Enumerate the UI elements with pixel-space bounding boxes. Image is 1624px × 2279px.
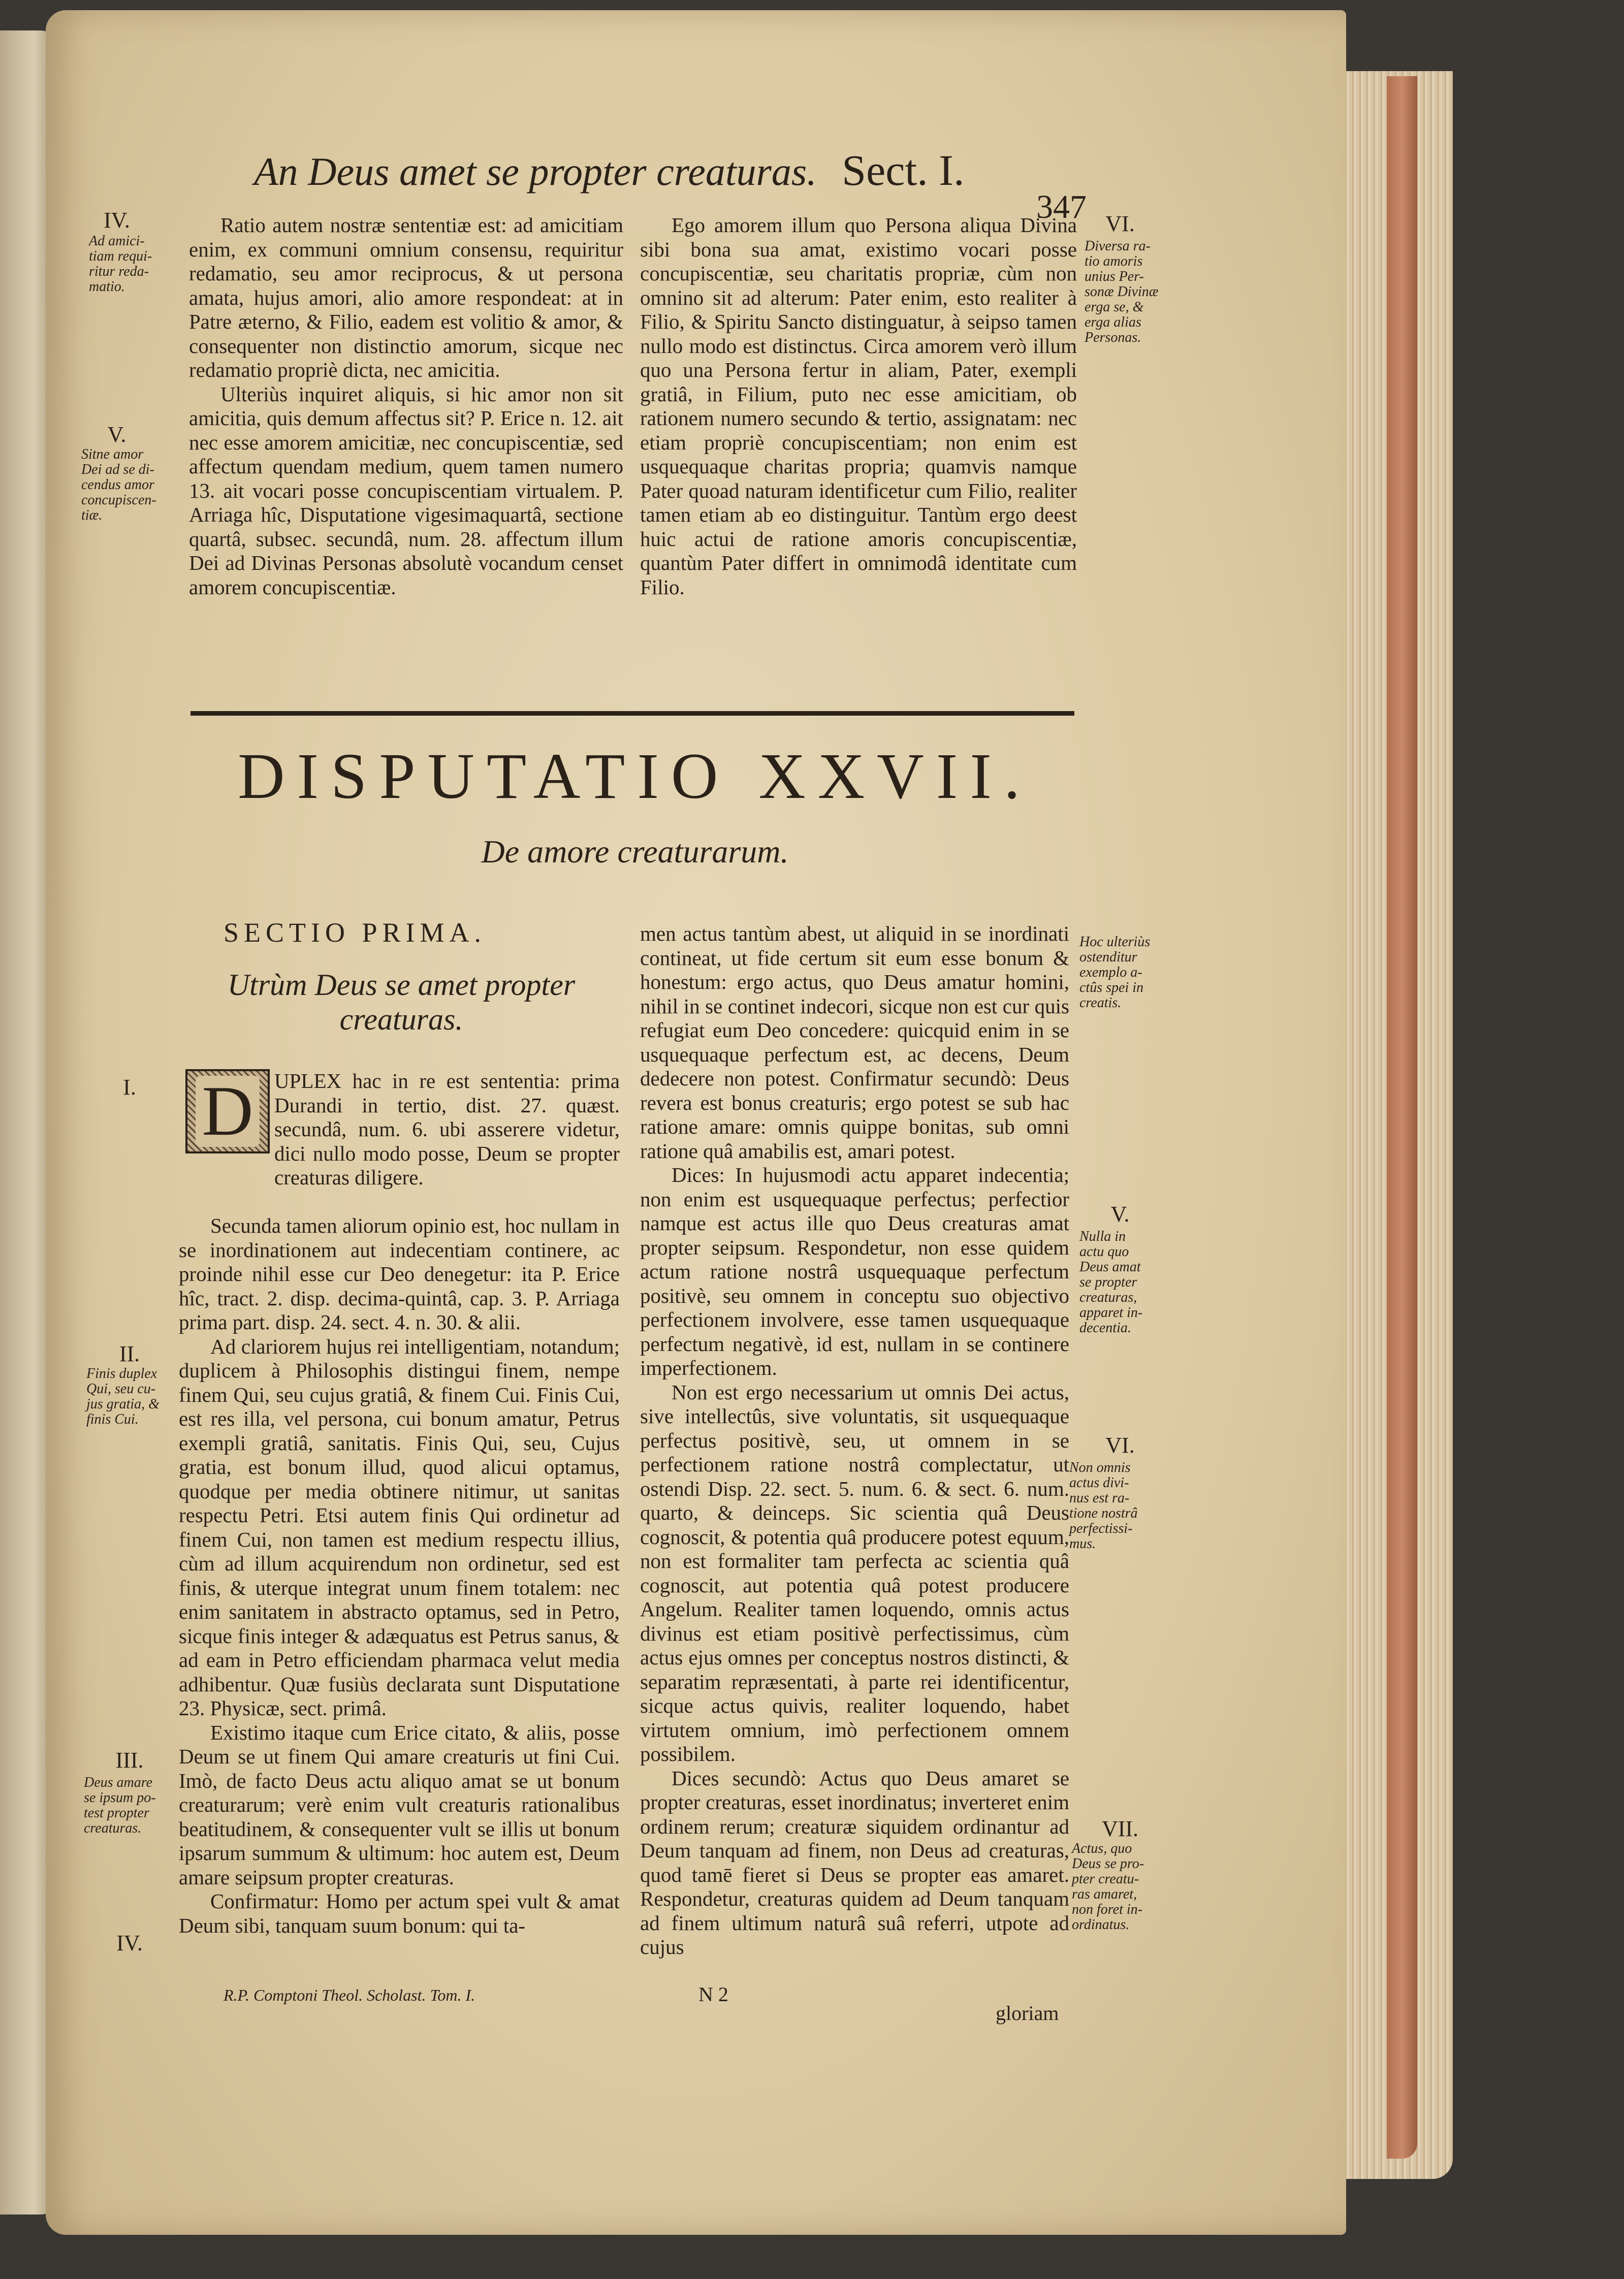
margin-number: V.: [107, 422, 126, 447]
sectio-heading: SECTIO PRIMA.: [224, 917, 487, 948]
question-heading: Utrùm Deus se amet propter creaturas.: [227, 968, 576, 1036]
drop-cap-letter: D: [196, 1076, 259, 1147]
page-number: 347: [1036, 188, 1087, 226]
margin-note: Finis duplex Qui, seu cu- jus gratia, & finis Cui.: [86, 1366, 160, 1427]
paragraph: Existimo itaque cum Erice citato, & aliis, posse Deum se ut finem Qui amare creaturis ut fini Cui. Imò, de facto Deus actu aliquo amat se ut bonum creaturarum; verè enim vult creaturis rationalibus beatitudinem, & consequenter vult se illis ut bonum ipsarum summum & ultimum: hoc autem est, Deum amare seipsum propter creaturas.: [179, 1720, 620, 1889]
margin-number: VI.: [1105, 211, 1135, 236]
margin-number: VII.: [1101, 1816, 1139, 1841]
paragraph: UPLEX hac in re est sententia: prima Durandi in tertio, dist. 27. quæst. secundâ, num. 6. ubi asserere videtur, dici nullo modo posse, Deum se propter creaturas diligere.: [274, 1069, 620, 1189]
paragraph: Confirmatur: Homo per actum spei vult & amat Deum sibi, tanquam suum bonum: qui ta-: [179, 1889, 620, 1937]
disputatio-subtitle: De amore creaturarum.: [481, 833, 789, 870]
paragraph: Non est ergo necessarium ut omnis Dei actus, sive intellectûs, sive voluntatis, sit usquequaque perfectus positivè, seu, ut omnem in se perfectionem ratione nostrâ complectatur, ut ostendi Disp. 22. sect. 5. num. 6. & sect. 6. num. quarto, & deinceps. Sic scientia quâ Deus cognoscit, & potentia quâ producere potest equum, non est formaliter tam perfecta ac scientia quâ cognoscit, aut potentia quâ potest producere Angelum. Realiter tamen loquendo, omnis actus divinus est etiam positivè perfectissimus, cùm actus ejus omnes per conceptus nostros distincti, & separatim repræsentati, à parte rei identificentur, sicque actus quivis, realiter loquendo, habet virtutem omnium, imò perfectionem omnem possibilem.: [640, 1380, 1069, 1766]
first-paragraph-lead: [274, 1069, 620, 1190]
margin-number: IV.: [104, 208, 130, 233]
running-head-title: An Deus amet se propter creaturas.: [254, 149, 817, 194]
margin-number: I.: [123, 1075, 136, 1100]
margin-note: Deus amare se ipsum po- test propter creaturas.: [84, 1775, 156, 1836]
margin-note: Hoc ulteriùs ostenditur exemplo a- ctûs spei in creatis.: [1079, 934, 1151, 1011]
signature-mark: N 2: [698, 1983, 728, 2006]
bottom-right-column: [640, 922, 1069, 1960]
margin-note: Non omnis actus divi- nus est ra- tione nostrâ perfectissi- mus.: [1069, 1460, 1138, 1552]
margin-number: V.: [1110, 1202, 1130, 1227]
margin-note: Sitne amor Dei ad se di- cendus amor concupiscen- tiæ.: [81, 446, 156, 523]
margin-note: Actus, quo Deus se pro- pter creatu- ras amaret, non foret in- ordinatus.: [1072, 1841, 1144, 1933]
margin-number: III.: [115, 1748, 144, 1773]
margin-number: II.: [119, 1341, 140, 1366]
margin-number: VI.: [1105, 1433, 1135, 1458]
margin-note: Nulla in actu quo Deus amat se propter creaturas, apparet in- decentia.: [1079, 1229, 1143, 1336]
paragraph: Ad clariorem hujus rei intelligentiam, notandum; duplicem à Philosophis distingui finem, nempe finem Qui, seu cujus gratiâ, & finem Cui. Finis Cui, est res illa, vel persona, cui bonum amatur, Petrus exempli gratiâ, sanitatis. Finis Qui, seu, Cujus gratia, est bonum illud, quod alicui optamus, quodque per media obtinere nitimur, ut sanitas respectu Petri. Etsi autem finis Qui ordinetur ad finem Cui, non tamen est medium respectu illius, cùm ad illum acquirendum non ordinetur, sed est finis, & uterque integrat unum finem totalem: nec enim sanitatem in abstracto optamus, sed in Petro, sicque finis integer & adæquatus est Petrus sanus, & ad eam in Petro efficiendam pharmaca velut media adhibentur. Quæ fusiùs declarata sunt Disputatione 23. Physicæ, sect. primâ.: [179, 1334, 620, 1720]
paragraph: Ego amorem illum quo Persona aliqua Divina sibi bona sua amat, existimo vocari posse concupiscentiæ, seu charitatis propriæ, cùm non omnino sit ad alterum: Pater enim, esto realiter à Filio, & Spiritu Sancto distinguatur, à seipso tamen nullo modo est distinctus. Circa amorem verò illum quo una Persona fertur in aliam, Pater, exempli gratiâ, in Filium, puto nec esse amicitiam, ob rationem numero secundo & tertio, assignatam: nec etiam propriè concupiscentiam; non enim est usquequaque charitas propria; quamvis namque Pater quoad naturam identificetur cum Filio, realiter tamen etiam ab eo distinguitur. Tantùm ergo deest huic actui de ratione amoris concupiscentiæ, quantùm Pater differt in omnimodâ identitate cum Filio.: [640, 213, 1077, 599]
margin-number: IV.: [116, 1931, 143, 1955]
paragraph: Ulteriùs inquiret aliquis, si hic amor non sit amicitia, quis demum affectus sit? P. Erice n. 12. ait nec esse amorem amicitiæ, nec concupiscentiæ, sed affectum quendam medium, quem tamen numero 13. ait vocari posse concupiscentiam virtualem. P. Arriaga hîc, Disputatione vigesimaquartâ, sectione quartâ, subsec. secundâ, num. 28. affectum illum Dei ad Divinas Personas absolutè vocandum censet amorem concupiscentiæ.: [189, 382, 623, 599]
paragraph: Dices secundò: Actus quo Deus amaret se propter creaturas, esset inordinatus; inverteret enim ordinem rerum; creaturæ siquidem ordinantur ad Deum tanquam ad finem, non Deus ad creaturas, quod tamē fieret si Deus se propter eas amaret. Respondetur, creaturas quidem ad Deum tanquam ad finem ultimum naturâ suâ referri, utpote ad cujus: [640, 1766, 1069, 1959]
section-rule: [190, 711, 1074, 716]
top-left-column: [189, 213, 623, 599]
running-head: [254, 145, 964, 196]
disputatio-title: DISPUTATIO XXVII.: [238, 740, 1032, 812]
top-right-column: [640, 213, 1077, 599]
footer-signature-line: R.P. Comptoni Theol. Scholast. Tom. I.: [224, 1986, 475, 2004]
running-head-section: Sect. I.: [842, 146, 965, 195]
bottom-left-column: [179, 1214, 620, 1938]
paragraph: men actus tantùm abest, ut aliquid in se inordinati contineat, ut fide certum sit eum esse bonum & honestum: ergo actus, quo Deus amatur homini, nihil in se continet indecori, sicque non est cur quis refugiat eum Deo concedere: quicquid enim in se usquequaque perfectum est, ac decens, Deum dedecere non potest. Confirmatur secundò: Deus revera est bonus creaturis; ergo potest se sub hac ratione amare: omnis quippe bonitas, sub omni ratione quâ amabilis est, amari potest.: [640, 922, 1069, 1163]
margin-note: Diversa ra- tio amoris unius Per- sonæ Divinæ erga se, & erga alias Personas.: [1085, 238, 1159, 345]
drop-cap: [185, 1069, 270, 1153]
red-fore-edge: [1387, 76, 1417, 2159]
margin-note: Ad amici- tiam requi- ritur reda- matio.: [89, 233, 152, 295]
catchword: gloriam: [996, 2002, 1059, 2025]
paragraph: Ratio autem nostræ sententiæ est: ad amicitiam enim, ex communi omnium consensu, requiritur redamatio, seu amor reciprocus, & ut persona amata, hujus amori, alio amore respondeat: at in Patre æterno, & Filio, eadem est volitio & amor, & consequenter non distinctio amorum, sicque nec redamatio propriè dicta, nec amicitia.: [189, 213, 623, 381]
paragraph: Secunda tamen aliorum opinio est, hoc nullam in se inordinationem aut indecentiam continere, ac proinde nihil esse cur Deo denegetur: ita P. Erice hîc, tract. 2. disp. decima-quintâ, cap. 3. P. Arriaga prima part. disp. 24. sect. 4. n. 30. & alii.: [179, 1214, 620, 1334]
paragraph: Dices: In hujusmodi actu apparet indecentia; non enim est usquequaque perfectus; perfectior namque est actus ille quo Deus creaturas amat propter seipsum. Respondetur, non esse quidem actum ratione nostrâ usquequaque perfectum positivè, seu omnem in conceptu suo objectivo perfectionem involvere, esse tamen usquequaque perfectum negativè, id est, nullam in se continere imperfectionem.: [640, 1163, 1069, 1379]
